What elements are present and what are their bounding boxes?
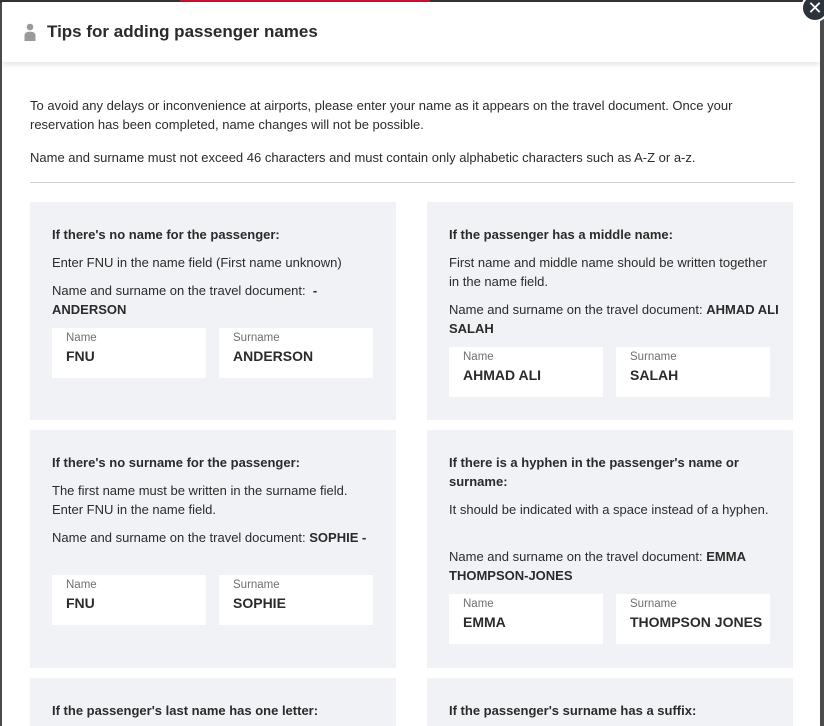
name-field — [52, 575, 206, 625]
card-title: If there's no name for the passenger: — [52, 227, 280, 242]
card-title: If the passenger's last name has one letter: — [52, 703, 319, 718]
card-doc-text — [52, 528, 382, 547]
doc-value: SOPHIE - — [309, 530, 367, 545]
name-field-label: Name — [66, 332, 97, 344]
name-field-value: FNU — [66, 595, 95, 611]
name-rule-text: Name and surname must not exceed 46 characters and must contain only alphabetic characters such as A-Z or a-z. — [30, 150, 696, 165]
card-title: If there is a hyphen in the passenger's name or surname: — [449, 455, 739, 489]
name-field-label: Name — [463, 351, 494, 363]
tip-card-one-letter-surname — [30, 678, 396, 726]
card-title: If there's no surname for the passenger: — [52, 455, 300, 470]
name-field-value: AHMAD ALI — [463, 367, 542, 383]
doc-label: Name and surname on the travel document: — [52, 530, 306, 545]
close-icon: ✕ — [807, 0, 823, 18]
tip-card-no-surname — [30, 430, 396, 668]
surname-field — [219, 328, 373, 378]
name-field-label: Name — [66, 579, 97, 591]
modal-content[interactable] — [2, 62, 820, 726]
name-field — [449, 347, 603, 397]
doc-value: AHMAD ALI SALAH — [449, 302, 779, 336]
doc-label: Name and surname on the travel document: — [449, 302, 703, 317]
surname-field-value: ANDERSON — [233, 348, 314, 364]
name-field-value: EMMA — [463, 614, 506, 630]
surname-field — [219, 575, 373, 625]
person-icon — [24, 23, 36, 41]
card-text: It should be indicated with a space instead of a hyphen. — [449, 502, 769, 517]
intro-text: To avoid any delays or inconvenience at airports, please enter your name as it appears on the travel document. Once your reservation has been completed, name changes will not be possible. — [30, 98, 733, 132]
surname-field-value: THOMPSON JONES — [630, 614, 763, 630]
surname-field-label: Surname — [233, 579, 280, 591]
name-field-label: Name — [463, 598, 494, 610]
card-title: If the passenger's surname has a suffix: — [449, 703, 697, 718]
surname-field — [616, 347, 770, 397]
modal-title: Tips for adding passenger names — [47, 22, 318, 41]
surname-field-value: SOPHIE — [233, 595, 286, 611]
tip-card-hyphen — [427, 430, 793, 668]
card-doc-text — [449, 547, 779, 585]
tip-card-middle-name — [427, 202, 793, 420]
name-field-value: FNU — [66, 348, 95, 364]
card-text: Enter FNU in the name field (First name unknown) — [52, 255, 342, 270]
surname-field-label: Surname — [233, 332, 280, 344]
surname-field-value: SALAH — [630, 367, 679, 383]
surname-field — [616, 594, 770, 644]
modal-header — [2, 0, 823, 62]
tips-modal — [2, 0, 823, 726]
card-title: If the passenger has a middle name: — [449, 227, 673, 242]
surname-field-label: Surname — [630, 598, 677, 610]
name-field — [52, 328, 206, 378]
tip-card-suffix — [427, 678, 793, 726]
surname-field-label: Surname — [630, 351, 677, 363]
name-field — [449, 594, 603, 644]
doc-label: Name and surname on the travel document: — [449, 549, 703, 564]
card-doc-text — [52, 281, 382, 319]
doc-value: - ANDERSON — [52, 283, 318, 317]
doc-label: Name and surname on the travel document: — [52, 283, 306, 298]
doc-value: EMMA THOMPSON-JONES — [449, 549, 746, 583]
card-text: The first name must be written in the surname field. Enter FNU in the name field. — [52, 483, 348, 517]
card-doc-text — [449, 300, 779, 338]
divider — [30, 182, 795, 183]
tip-card-no-name — [30, 202, 396, 420]
card-text: First name and middle name should be written together in the name field. — [449, 255, 767, 289]
